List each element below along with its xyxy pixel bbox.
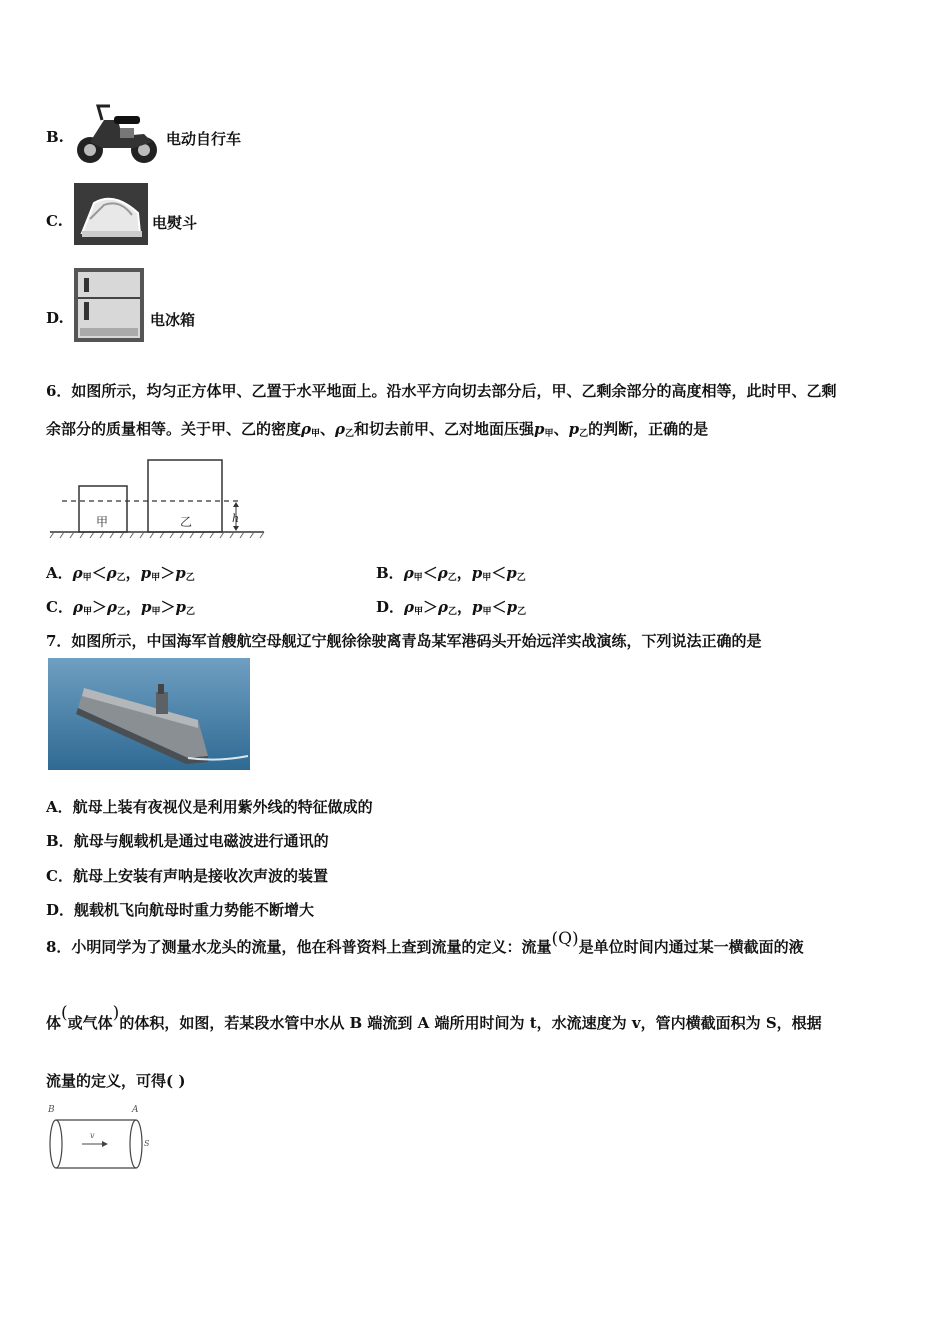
fig-label-s: S (144, 1139, 150, 1148)
option-label-scooter: 电动自行车 (166, 130, 242, 148)
q6-option-a[interactable]: A．$\rho_甲<\rho_乙$，$p_甲>p_乙$ (46, 564, 195, 583)
q8-stem-line2: 体(或气体)的体积，如图，若某段水管中水从 B 端流到 A 端所用时间为 t，水流速度为 v，管内横截面积为 S，根据 (46, 1003, 822, 1032)
option-label-fridge: 电冰箱 (150, 311, 196, 329)
q7-stem: 7．如图所示，中国海军首艘航空母舰辽宁舰徐徐驶离青岛某军港码头开始远洋实战演练，下列说法正确的是 (46, 632, 762, 650)
q6-option-c[interactable]: C．$\rho_甲>\rho_乙$，$p_甲>p_乙$ (46, 598, 196, 617)
q8-pipe-figure (46, 1100, 156, 1174)
refrigerator-photo (74, 268, 144, 342)
q7-option-a[interactable]: A．航母上装有夜视仪是利用紫外线的特征做成的 (46, 798, 373, 816)
q7-option-d[interactable]: D．舰载机飞向航母时重力势能不断增大 (46, 901, 315, 919)
q6-option-d[interactable]: D．$\rho_甲>\rho_乙$，$p_甲<p_乙$ (376, 598, 527, 617)
fig-label-b: B (48, 1105, 55, 1115)
fig-label-h: h (232, 512, 240, 525)
q6-option-b[interactable]: B．$\rho_甲<\rho_乙$，$p_甲<p_乙$ (376, 564, 526, 583)
fig-label-yi: 乙 (180, 515, 193, 529)
q6-stem-line2: 余部分的质量相等。关于甲、乙的密度$\rho_甲$、$\rho_乙$和切去前甲、乙对地面压强$p_甲$、$p_乙$的判断，正确的是 (46, 420, 709, 439)
option-letter-b: B. (46, 128, 64, 146)
electric-scooter-photo (74, 102, 162, 166)
q8-stem-line3: 流量的定义，可得( ) (46, 1072, 186, 1090)
fig-label-jia: 甲 (96, 515, 109, 529)
q7-option-b[interactable]: B．航母与舰载机是通过电磁波进行通讯的 (46, 832, 329, 850)
aircraft-carrier-photo (48, 658, 250, 770)
fig-label-a: A (132, 1105, 139, 1115)
option-label-iron: 电熨斗 (152, 214, 198, 232)
q6-stem-line1: 6．如图所示，均匀正方体甲、乙置于水平地面上。沿水平方向切去部分后，甲、乙剩余部分的高度相等，此时甲、乙剩 (46, 382, 837, 400)
option-letter-d: D. (46, 309, 64, 327)
q6-cubes-figure (46, 454, 268, 542)
option-letter-c: C. (46, 212, 63, 230)
q8-stem-line1: 8．小明同学为了测量水龙头的流量，他在科普资料上查到流量的定义：流量(Q)是单位时间内通过某一横截面的液 (46, 929, 804, 956)
fig-label-v: v (90, 1131, 95, 1140)
electric-iron-photo (74, 183, 148, 245)
q7-option-c[interactable]: C．航母上安装有声呐是接收次声波的装置 (46, 867, 328, 885)
